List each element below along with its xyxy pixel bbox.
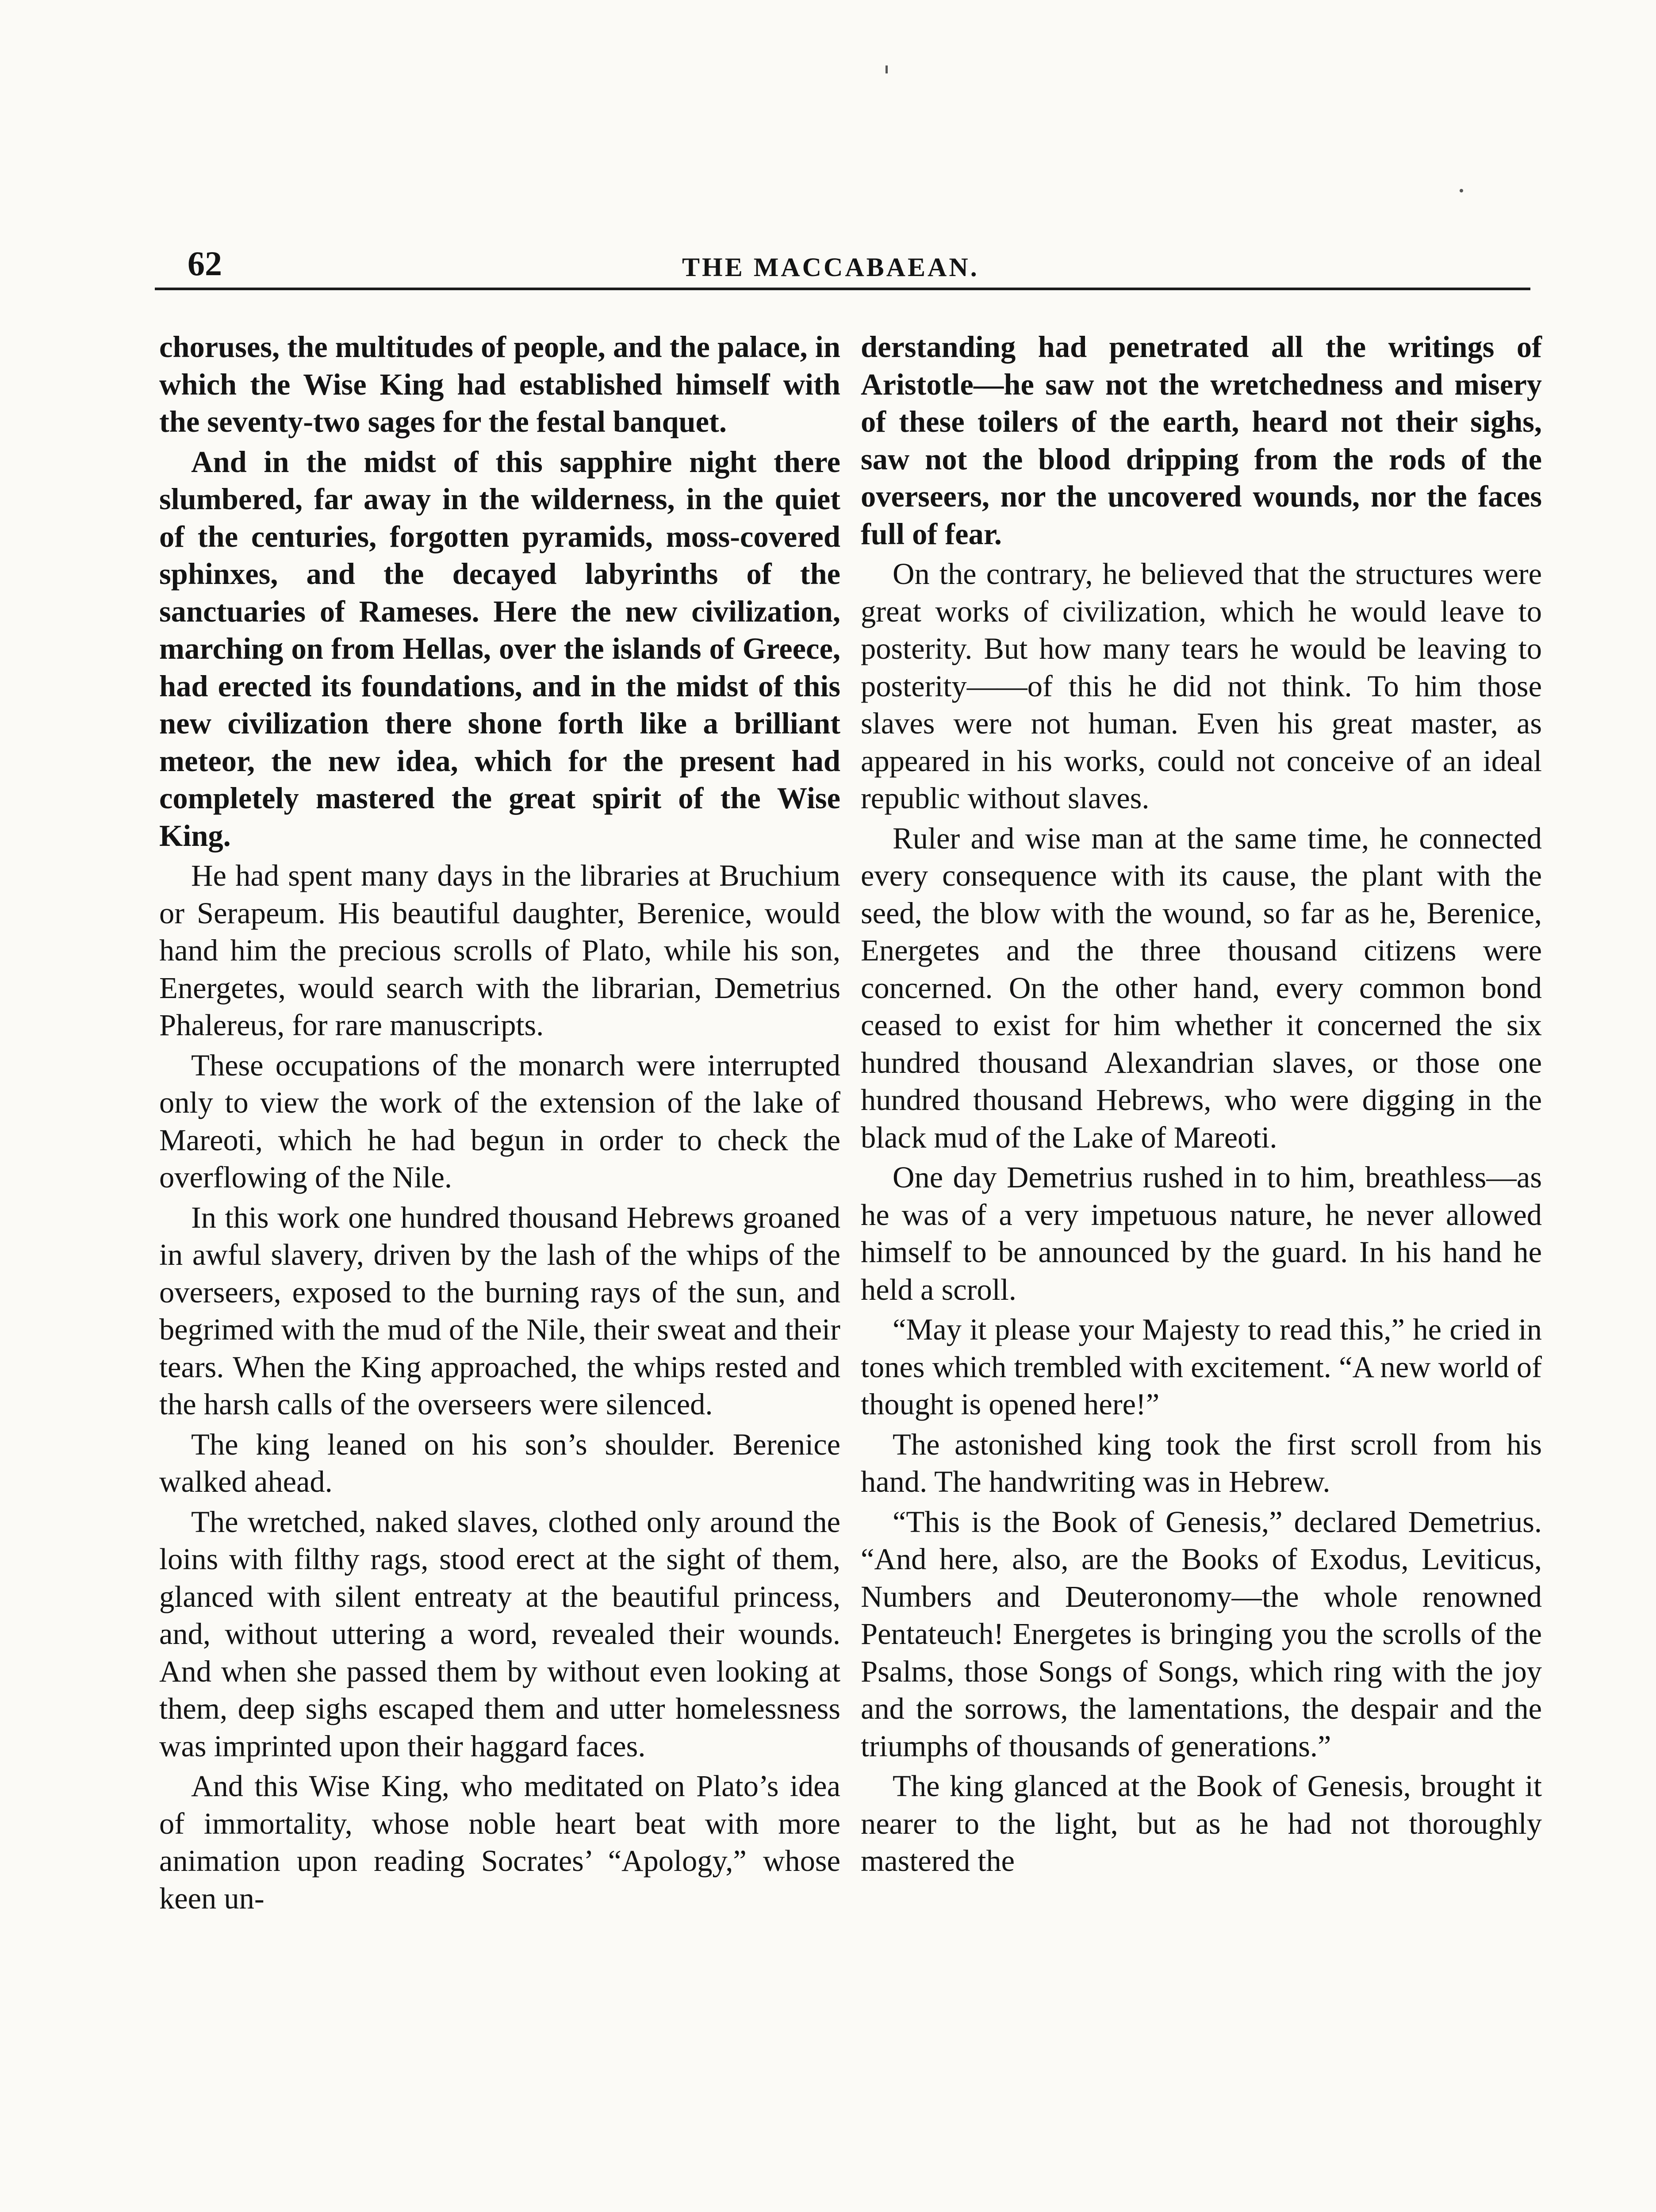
page-number: 62 (188, 244, 222, 283)
paragraph: One day Demetrius rushed in to him, breathless—as he was of a very impetuous nature, he never allowed himself to be announced by the guard. In his hand he held a scroll. (861, 1160, 1542, 1306)
paragraph: In this work one hundred thousand Hebrews groaned in awful slavery, driven by the lash of the whips of the overseers, exposed to the burning rays of the sun, and begrimed with the mud of the Nile, their sweat and their tears. When the King approached, the whips rested and the harsh calls of the overseers were silenced. (159, 1200, 840, 1421)
paragraph: derstanding had penetrated all the writings of Aristotle—he saw not the wretchedness and misery of these toilers of the earth, heard not their sighs, saw not the blood dripping from the rods of the overseers, nor the uncovered wounds, nor the faces full of fear. (861, 330, 1542, 551)
paragraph: “This is the Book of Genesis,” declared Demetrius. “And here, also, are the Books of Exodus, Leviticus, Numbers and Deuteronomy—the whole renowned Pentateuch! Energetes is bringing you the scrolls of the Psalms, those Songs of Songs, which ring with the joy and the sorrows, the lamentations, the despair and the triumphs of thousands of generations.” (861, 1505, 1542, 1763)
paragraph: And in the midst of this sapphire night there slumbered, far away in the wilderness, in the quiet of the centuries, forgotten pyramids, moss-covered sphinxes, and the decayed labyrinths of the sanctuaries of Rameses. Here the new civilization, marching on from Hellas, over the islands of Greece, had erected its foundations, and in the midst of this new civilization there shone forth like a brilliant meteor, the new idea, which for the present had completely mastered the great spirit of the Wise King. (159, 445, 840, 853)
page-header (156, 242, 1527, 285)
left-column (159, 328, 840, 1920)
header-rule (155, 288, 1530, 290)
scan-speck (1460, 189, 1463, 192)
paragraph: These occupations of the monarch were interrupted only to view the work of the extension of the lake of Mareoti, which he had begun in order to check the overflowing of the Nile. (159, 1048, 840, 1194)
paragraph: “May it please your Majesty to read this,” he cried in tones which trembled with excitement. “A new world of thought is opened here!” (861, 1313, 1542, 1421)
paragraph: Ruler and wise man at the same time, he connected every consequence with its cause, the plant with the seed, the blow with the wound, so far as he, Berenice, Energetes and the three thousand citizens were concerned. On the other hand, every common bond ceased to exist for him whether it concerned the six hundred thousand Alexandrian slaves, or those one hundred thousand Hebrews, who were digging in the black mud of the Lake of Mareoti. (861, 821, 1542, 1154)
paragraph: And this Wise King, who meditated on Plato’s idea of immortality, whose noble heart beat with more animation upon reading Socrates’ “Apology,” whose keen un- (159, 1769, 840, 1915)
paragraph: The king glanced at the Book of Genesis, brought it nearer to the light, but as he had not thoroughly mastered the (861, 1769, 1542, 1878)
running-title: THE MACCABAEAN. (682, 253, 979, 282)
paragraph: The king leaned on his son’s shoulder. Berenice walked ahead. (159, 1427, 840, 1498)
paragraph: On the contrary, he believed that the structures were great works of civilization, which he would leave to posterity. But how many tears he would be leaving to posterity——of this he did not think. To him those slaves were not human. Even his great master, as appeared in his works, could not conceive of an ideal republic without slaves. (861, 557, 1542, 815)
paragraph: The wretched, naked slaves, clothed only around the loins with filthy rags, stood erect at the sight of them, glanced with silent entreaty at the beautiful princess, and, without uttering a word, revealed their wounds. And when she passed them by without even looking at them, deep sighs escaped them and utter homelessness was imprinted upon their haggard faces. (159, 1505, 840, 1763)
paragraph: choruses, the multitudes of people, and the palace, in which the Wise King had established himself with the seventy-two sages for the festal banquet. (159, 330, 840, 438)
paragraph: The astonished king took the first scroll from his hand. The handwriting was in Hebrew. (861, 1427, 1542, 1498)
paragraph: He had spent many days in the libraries at Bruchium or Serapeum. His beautiful daughter, Berenice, would hand him the precious scrolls of Plato, while his son, Energetes, would search with the librarian, Demetrius Phalereus, for rare manuscripts. (159, 859, 840, 1042)
scan-speck (886, 65, 888, 73)
right-column (861, 328, 1542, 1882)
